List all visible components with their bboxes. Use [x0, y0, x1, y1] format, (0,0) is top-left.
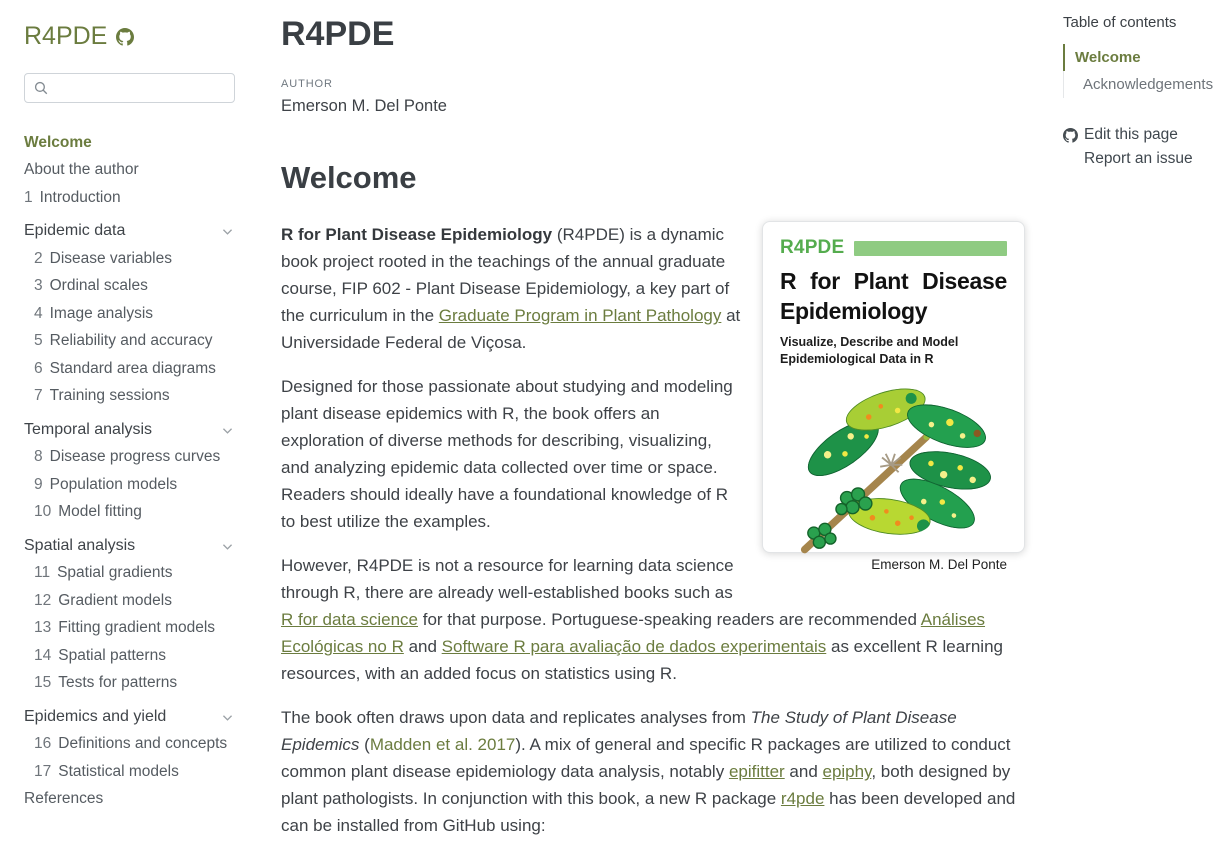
- bold-text: R for Plant Disease Epidemiology: [281, 225, 553, 245]
- inline-link[interactable]: epifitter: [728, 762, 785, 782]
- chapter-number: 10: [34, 503, 52, 520]
- cover-subtitle: Visualize, Describe and Model Epidemiological Data in R: [780, 335, 959, 366]
- sidebar-item[interactable]: [24, 615, 236, 643]
- chapter-number: 13: [34, 619, 52, 636]
- cover-brand: R4PDE: [780, 237, 845, 259]
- sidebar-item[interactable]: [24, 499, 236, 527]
- sidebar-item-label: Spatial analysis: [24, 536, 136, 554]
- chapter-number: 9: [34, 475, 43, 493]
- sidebar-item-label: Definitions and concepts: [58, 735, 228, 752]
- author-block: [281, 78, 1025, 116]
- chapter-number: 16: [34, 735, 52, 752]
- sidebar-section-toggle[interactable]: [24, 532, 236, 560]
- paragraph: R for Plant Disease Epidemiology (R4PDE) is a dynamic book project rooted in the teachings of the annual graduate course, FIP 602 - Plant Disease Epidemiology, a key part of the curriculum in the Graduate Program in Plant Pathology at Universidade Federal de Viçosa.: [281, 225, 741, 353]
- sidebar-item[interactable]: [24, 471, 236, 499]
- sidebar-item[interactable]: [24, 587, 236, 615]
- chapter-number: 6: [34, 359, 43, 377]
- sidebar-item[interactable]: [24, 355, 236, 383]
- book-cover-illustration: [780, 369, 1007, 557]
- sidebar-item-label: Epidemics and yield: [24, 707, 167, 725]
- toc-list: [1063, 44, 1220, 98]
- sidebar: [0, 0, 260, 856]
- chapter-number: 4: [34, 304, 43, 322]
- toc-heading: Table of contents: [1063, 14, 1177, 31]
- inline-link[interactable]: epiphy: [822, 762, 872, 782]
- chevron-down-icon: [221, 424, 234, 437]
- edit-this-page-link[interactable]: [1063, 123, 1220, 147]
- sidebar-item-label: Training sessions: [49, 387, 170, 404]
- sidebar-item-label: Population models: [49, 475, 178, 493]
- author-name: Emerson M. Del Ponte: [281, 97, 447, 116]
- citation-link[interactable]: Madden et al. 2017: [369, 735, 516, 755]
- github-icon[interactable]: [116, 28, 134, 46]
- chapter-number: 12: [34, 591, 52, 609]
- inline-link[interactable]: Análises Ecológicas no R: [281, 610, 986, 657]
- sidebar-item-label: Gradient models: [58, 591, 172, 609]
- toc-sidebar: [1063, 0, 1220, 856]
- chapter-number: 3: [34, 277, 43, 294]
- sidebar-item-label: Welcome: [24, 133, 92, 151]
- inline-link[interactable]: Software R para avaliação de dados experimentais: [441, 637, 827, 657]
- search-box[interactable]: [24, 73, 235, 103]
- toc-actions: [1063, 123, 1220, 171]
- cover-green-bar: [854, 241, 1007, 256]
- paragraph: However, R4PDE is not a resource for learning data science through R, there are already well-established books such as R for data science for that purpose. Portuguese-speaking readers are recommended Análises Ecológicas no R and Software R para avaliação de dados experimentais as excellent R learning resources, with an added focus on statistics using R.: [281, 556, 1003, 684]
- sidebar-item[interactable]: [24, 670, 236, 698]
- welcome-heading: Welcome: [281, 160, 417, 196]
- chevron-down-icon: [221, 540, 234, 553]
- sidebar-item[interactable]: [24, 328, 236, 356]
- italic-text: The Study of Plant Disease Epidemics: [281, 708, 957, 755]
- sidebar-item-label: About the author: [24, 161, 139, 178]
- sidebar-section-toggle[interactable]: [24, 703, 236, 731]
- search-input[interactable]: [55, 79, 225, 97]
- sidebar-item[interactable]: [24, 383, 236, 411]
- sidebar-item-label: Introduction: [39, 188, 121, 206]
- report-an-issue-link[interactable]: [1063, 147, 1220, 171]
- edit-this-page-label: Edit this page: [1084, 126, 1178, 143]
- chevron-down-icon: [221, 226, 234, 239]
- sidebar-item[interactable]: [24, 129, 236, 157]
- chapter-number: 17: [34, 762, 52, 780]
- sidebar-item-label: References: [24, 790, 104, 807]
- report-an-issue-label: Report an issue: [1084, 150, 1193, 167]
- github-icon: [1063, 128, 1078, 143]
- chevron-down-icon: [221, 711, 234, 724]
- chapter-number: 5: [34, 332, 43, 349]
- chapter-number: 8: [34, 448, 43, 465]
- sidebar-item[interactable]: [24, 184, 236, 212]
- author-label: AUTHOR: [281, 78, 333, 91]
- sidebar-item-label: Model fitting: [58, 503, 142, 520]
- sidebar-item-label: Ordinal scales: [49, 277, 148, 294]
- sidebar-item-label: Image analysis: [49, 304, 154, 322]
- inline-link[interactable]: r4pde: [780, 789, 825, 809]
- sidebar-item-label: Temporal analysis: [24, 420, 153, 438]
- sidebar-item[interactable]: [24, 300, 236, 328]
- sidebar-item[interactable]: [24, 731, 236, 759]
- sidebar-item-label: Fitting gradient models: [58, 619, 216, 636]
- book-cover: [762, 221, 1025, 572]
- sidebar-item[interactable]: [24, 157, 236, 185]
- sidebar-item-label: Epidemic data: [24, 222, 126, 239]
- sidebar-section-toggle[interactable]: [24, 218, 236, 246]
- sidebar-item[interactable]: [24, 444, 236, 472]
- chapter-number: 2: [34, 249, 43, 267]
- sidebar-item-label: Tests for patterns: [58, 674, 178, 691]
- site-logo[interactable]: R4PDE: [24, 22, 108, 50]
- sidebar-item[interactable]: [24, 560, 236, 588]
- chapter-number: 14: [34, 646, 52, 664]
- page-title: R4PDE: [281, 15, 395, 53]
- chapter-number: 1: [24, 188, 33, 206]
- sidebar-item[interactable]: [24, 758, 236, 786]
- sidebar-section-toggle[interactable]: [24, 416, 236, 444]
- sidebar-item-label: Reliability and accuracy: [49, 332, 213, 349]
- inline-link[interactable]: R for data science: [281, 610, 419, 630]
- cover-title: R for Plant Disease Epidemiology: [780, 268, 1007, 325]
- sidebar-item-label: Disease variables: [49, 249, 172, 267]
- paragraph: The book often draws upon data and replicates analyses from The Study of Plant Disease Epidemics (Madden et al. 2017). A mix of general and specific R packages are utilized to conduct common plant disease epidemiology data analysis, notably epifitter and epiphy, both designed by plant pathologists. In conjunction with this book, a new R package r4pde has been developed and can be installed from GitHub using:: [281, 708, 1016, 836]
- sidebar-item-label: Standard area diagrams: [49, 359, 216, 377]
- inline-link[interactable]: Graduate Program in Plant Pathology: [438, 306, 722, 326]
- chapter-number: 11: [34, 564, 51, 581]
- search-icon: [34, 81, 48, 95]
- sidebar-item[interactable]: [24, 786, 236, 814]
- sidebar-item-label: Spatial patterns: [58, 646, 166, 664]
- sidebar-item-label: Disease progress curves: [49, 448, 221, 465]
- sidebar-item[interactable]: [24, 245, 236, 273]
- sidebar-item-label: Spatial gradients: [57, 564, 173, 581]
- sidebar-item[interactable]: [24, 273, 236, 301]
- cover-brand-row: [780, 237, 1007, 259]
- sidebar-item[interactable]: [24, 642, 236, 670]
- toc-item[interactable]: Acknowledgements: [1063, 71, 1220, 98]
- chapter-number: 15: [34, 674, 52, 691]
- main-content: [281, 0, 1025, 856]
- article-body: [281, 221, 1025, 839]
- logo-row: [24, 22, 236, 51]
- cover-author: Emerson M. Del Ponte: [871, 556, 1007, 572]
- sidebar-nav: [24, 129, 236, 813]
- chapter-number: 7: [34, 387, 43, 404]
- toc-item[interactable]: Welcome: [1063, 44, 1220, 71]
- sidebar-item-label: Statistical models: [58, 762, 179, 780]
- paragraph: Designed for those passionate about studying and modeling plant disease epidemics with R, the book offers an exploration of diverse methods for describing, visualizing, and analyzing epidemic data collected over time or space. Readers should ideally have a foundational knowledge of R to best utilize the examples.: [281, 377, 733, 532]
